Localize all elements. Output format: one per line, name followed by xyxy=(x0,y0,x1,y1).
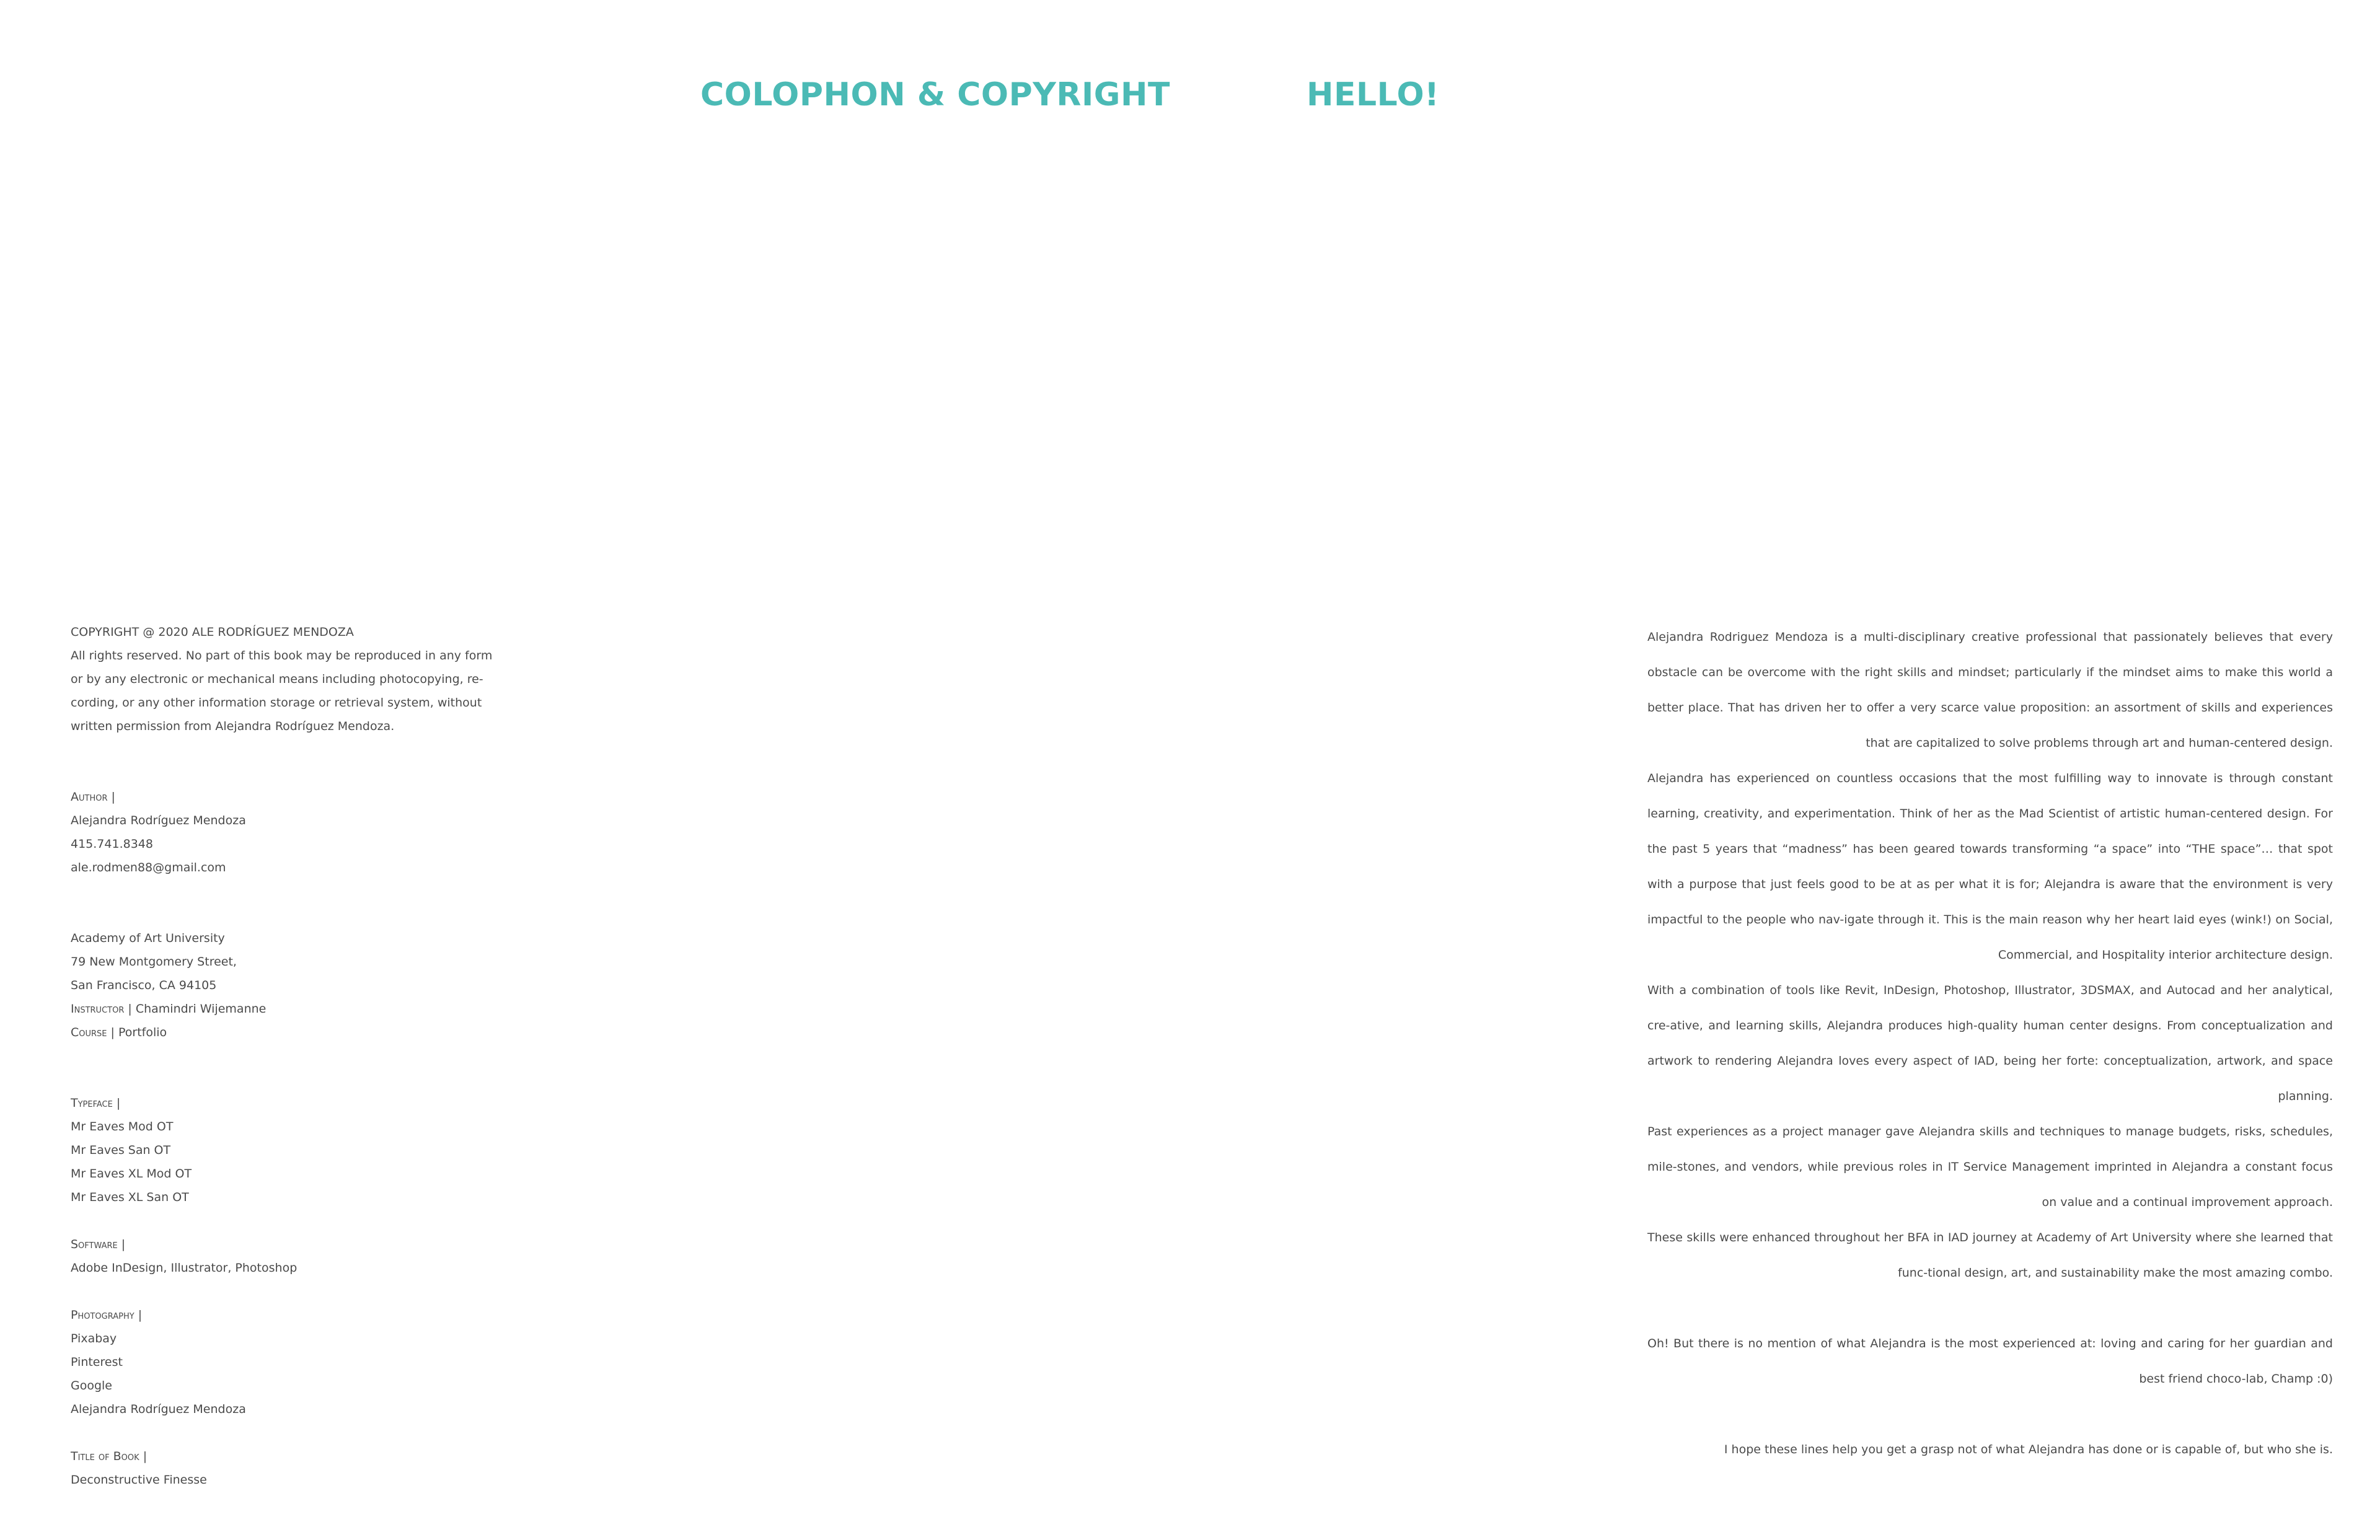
photography-item: Google xyxy=(71,1379,113,1393)
photography-item: Pixabay xyxy=(71,1332,117,1345)
rights-line: cording, or any other information storage or retrieval system, without xyxy=(71,696,482,710)
colophon-title: COLOPHON & COPYRIGHT xyxy=(700,76,1170,113)
school-block xyxy=(71,926,467,1044)
book-title-block xyxy=(71,1445,467,1492)
hello-title: HELLO! xyxy=(1307,76,1440,113)
author-name: Alejandra Rodríguez Mendoza xyxy=(71,814,246,827)
copyright-heading: COPYRIGHT @ 2020 ALE RODRÍGUEZ MENDOZA xyxy=(71,625,354,639)
bio-paragraph: Alejandra Rodriguez Mendoza is a multi-disciplinary creative professional that passionately believes that every obstacle can be overcome with the right skills and mindset; particularly if the mindset aims to make this world a better place. That has driven her to offer a very scarce value proposition: an assortment of skills and experiences that are capitalized to solve problems through art and human-centered design. xyxy=(1647,630,2333,750)
photography-block xyxy=(71,1303,467,1421)
author-label: Author | xyxy=(71,790,115,804)
course-label: Course | xyxy=(71,1026,115,1039)
bio-paragraph: These skills were enhanced throughout her BFA in IAD journey at Academy of Art University where she learned that func-tional design, art, and sustainability make the most amazing combo. xyxy=(1647,1231,2333,1280)
colophon-section xyxy=(71,620,493,1492)
school-city: San Francisco, CA 94105 xyxy=(71,979,217,992)
copyright-block xyxy=(71,620,493,738)
photography-label: Photography | xyxy=(71,1308,143,1322)
bio-closing-paragraph: Oh! But there is no mention of what Alejandra is the most experienced at: loving and caring for her guardian and best friend choco-lab, Champ :0) xyxy=(1647,1337,2333,1386)
rights-line: written permission from Alejandra Rodríguez Mendoza. xyxy=(71,719,395,733)
author-email: ale.rodmen88@gmail.com xyxy=(71,861,226,874)
bio-section xyxy=(1647,620,2333,1467)
rights-line: or by any electronic or mechanical means including photocopying, re- xyxy=(71,672,483,686)
typeface-item: Mr Eaves XL Mod OT xyxy=(71,1167,192,1181)
instructor-label: Instructor | xyxy=(71,1002,132,1016)
instructor-line xyxy=(71,997,467,1021)
typeface-label: Typeface | xyxy=(71,1096,121,1110)
software-block xyxy=(71,1233,467,1280)
software-value: Adobe InDesign, Illustrator, Photoshop xyxy=(71,1261,298,1275)
rights-line: All rights reserved. No part of this book may be reproduced in any form xyxy=(71,649,493,662)
typeface-item: Mr Eaves San OT xyxy=(71,1143,171,1157)
bio-closing-paragraph: I hope these lines help you get a grasp not of what Alejandra has done or is capable of, but who she is. xyxy=(1724,1443,2333,1456)
course-name: Portfolio xyxy=(114,1026,167,1039)
typeface-block xyxy=(71,1091,467,1209)
typeface-item: Mr Eaves XL San OT xyxy=(71,1190,189,1204)
bio-paragraph: With a combination of tools like Revit, InDesign, Photoshop, Illustrator, 3DSMAX, and Autocad and her analytical, cre-ative, and learning skills, Alejandra produces high-quality human center designs. From conceptualization and artwork to rendering Alejandra loves every aspect of IAD, being her forte: conceptualization, artwork, and space planning. xyxy=(1647,983,2333,1103)
course-line xyxy=(71,1021,467,1044)
bio-paragraph: Past experiences as a project manager gave Alejandra skills and techniques to manage budgets, risks, schedules, mile-stones, and vendors, while previous roles in IT Service Management imprinted in Alejandra a constant focus on value and a continual improvement approach. xyxy=(1647,1125,2333,1209)
author-phone: 415.741.8348 xyxy=(71,837,153,851)
instructor-name: Chamindri Wijemanne xyxy=(131,1002,267,1016)
author-block xyxy=(71,785,467,879)
school-street: 79 New Montgomery Street, xyxy=(71,955,237,969)
typeface-item: Mr Eaves Mod OT xyxy=(71,1120,174,1133)
book-title-value: Deconstructive Finesse xyxy=(71,1473,207,1487)
book-title-label: Title of Book | xyxy=(71,1450,148,1463)
photography-item: Alejandra Rodríguez Mendoza xyxy=(71,1402,246,1416)
bio-paragraph: Alejandra has experienced on countless occasions that the most fulfilling way to innovate is through constant learning, creativity, and experimentation. Think of her as the Mad Scientist of artistic human-centered design. For the past 5 years that “madness” has been geared towards transforming “a space” into “THE space”… that spot with a purpose that just feels good to be at as per what it is for; Alejandra is aware that the environment is very impactful to the people who nav-igate through it. This is the main reason why her heart laid eyes (wink!) on Social, Commercial, and Hospitality interior architecture design. xyxy=(1647,772,2333,962)
photography-item: Pinterest xyxy=(71,1355,123,1369)
software-label: Software | xyxy=(71,1238,126,1251)
school-name: Academy of Art University xyxy=(71,931,225,945)
